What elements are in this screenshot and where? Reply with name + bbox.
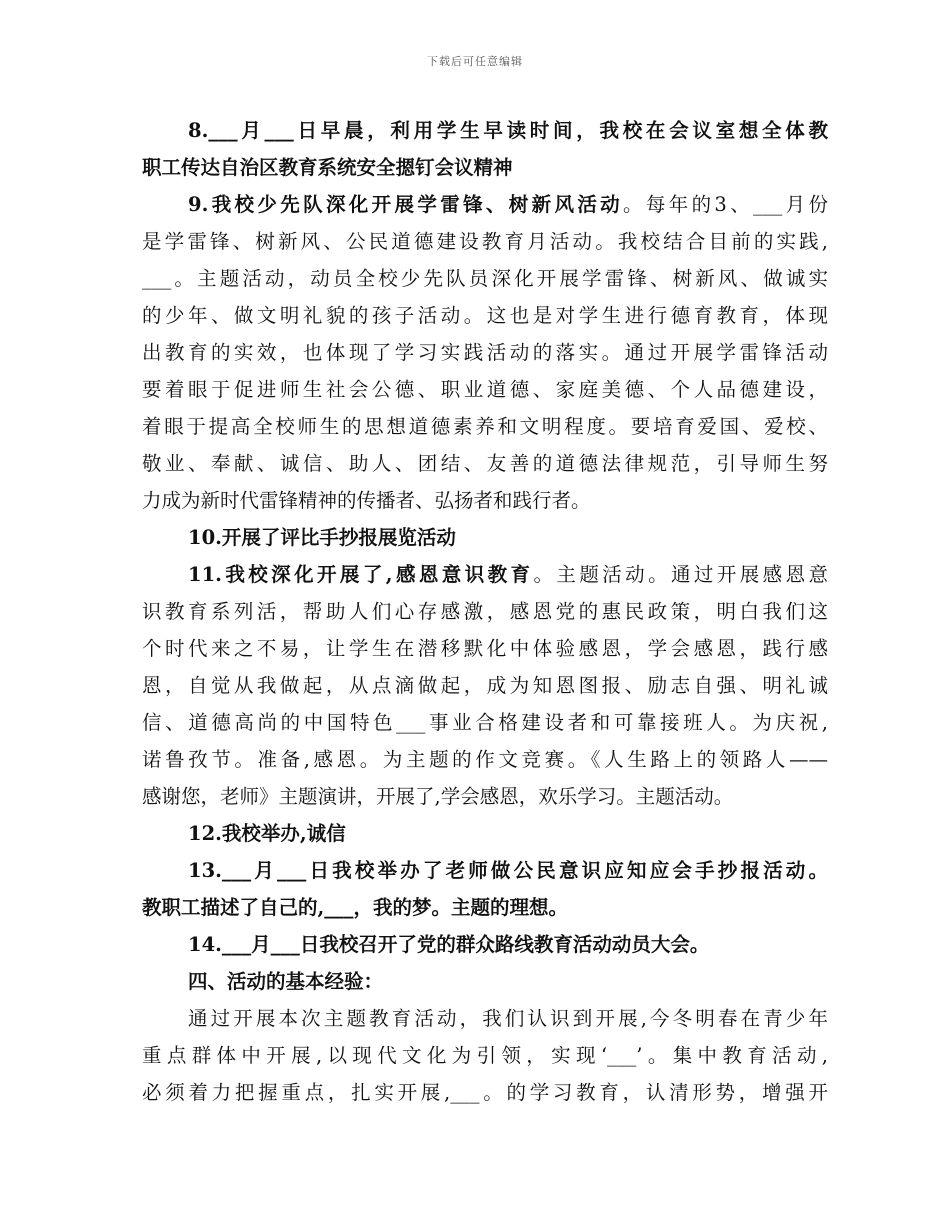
- text-line: [142, 963, 828, 1000]
- text-line: [142, 334, 828, 371]
- line-text: 。每年的3、___月份: [623, 193, 828, 216]
- text-line: [142, 593, 828, 630]
- line-text: 出教育的实效，也体现了学习实践活动的落实。通过开展学雷锋活动: [142, 341, 828, 364]
- line-text: 教职工描述了自己的,___，我的梦。主题的理想。: [142, 896, 569, 919]
- line-text: 恩，自觉从我做起，从点滴做起，成为知恩图报、励志自强、明礼诚: [142, 674, 828, 697]
- text-line: [142, 371, 828, 408]
- bold-lead: 11.我校深化开展了,感恩意识教育: [188, 563, 534, 586]
- text-line: [142, 149, 828, 186]
- line-text: 的少年、做文明礼貌的孩子活动。这也是对学生进行德育教育，体现: [142, 304, 828, 327]
- text-line: [142, 186, 828, 223]
- document-body: [142, 112, 828, 1111]
- text-line: [142, 260, 828, 297]
- line-text: 10.开展了评比手抄报展览活动: [188, 526, 456, 549]
- text-line: [142, 1074, 828, 1111]
- text-line: [142, 667, 828, 704]
- line-text: 识教育系列活，帮助人们心存感激，感恩党的惠民政策，明白我们这: [142, 600, 828, 623]
- text-line: [142, 741, 828, 778]
- line-text: 是学雷锋、树新风、公民道德建设教育月活动。我校结合目前的实践,: [142, 230, 828, 253]
- line-text: 诺鲁孜节。准备,感恩。为主题的作文竞赛。《人生路上的领路人——: [142, 748, 828, 771]
- line-text: 8.___月___日早晨，利用学生早读时间，我校在会议室想全体教: [188, 119, 828, 142]
- text-line: [142, 630, 828, 667]
- text-line: [142, 778, 828, 815]
- text-line: [142, 1037, 828, 1074]
- text-line: [142, 297, 828, 334]
- line-text: 14.___月___日我校召开了党的群众路线教育活动动员大会。: [188, 933, 710, 956]
- text-line: [142, 519, 828, 556]
- line-text: 敬业、奉献、诚信、助人、团结、友善的道德法律规范，引导师生努: [142, 452, 828, 475]
- line-text: ___。主题活动，动员全校少先队员深化开展学雷锋、树新风、做诚实: [142, 267, 828, 290]
- line-text: 职工传达自治区教育系统安全摁钉会议精神: [142, 156, 513, 179]
- text-line: [142, 815, 828, 852]
- text-line: [142, 112, 828, 149]
- line-text: 12.我校举办,诚信: [188, 822, 346, 845]
- line-text: 个时代来之不易，让学生在潜移默化中体验感恩，学会感恩，践行感: [142, 637, 828, 660]
- line-text: 着眼于提高全校师生的思想道德素养和文明程度。要培育爱国、爱校、: [142, 415, 828, 438]
- text-line: [142, 556, 828, 593]
- text-line: [142, 926, 828, 963]
- line-text: 力成为新时代雷锋精神的传播者、弘扬者和践行者。: [142, 489, 591, 512]
- text-line: [142, 223, 828, 260]
- line-text: 要着眼于促进师生社会公德、职业道德、家庭美德、个人品德建设，: [142, 378, 828, 401]
- text-line: [142, 889, 828, 926]
- line-text: 重点群体中开展,以现代文化为引领，实现‘___’。集中教育活动,: [142, 1044, 828, 1067]
- line-text: 必须着力把握重点，扎实开展,___。的学习教育，认清形势，增强开: [142, 1081, 828, 1104]
- line-text: 信、道德高尚的中国特色___事业合格建设者和可靠接班人。为庆祝,: [142, 711, 828, 734]
- text-line: [142, 445, 828, 482]
- line-text: 通过开展本次主题教育活动，我们认识到开展,今冬明春在青少年: [188, 1007, 828, 1030]
- page-header: 下载后可任意编辑: [427, 55, 523, 68]
- text-line: [142, 704, 828, 741]
- text-line: [142, 408, 828, 445]
- text-line: [142, 1000, 828, 1037]
- text-line: [142, 482, 828, 519]
- line-text: 。主题活动。通过开展感恩意: [533, 563, 828, 586]
- line-text: 13.___月___日我校举办了老师做公民意识应知应会手抄报活动。: [188, 859, 828, 882]
- bold-lead: 9.我校少先队深化开展学雷锋、树新风活动: [188, 193, 624, 216]
- text-line: [142, 852, 828, 889]
- line-text: 感谢您，老师》主题演讲，开展了,学会感恩，欢乐学习。主题活动。: [142, 785, 734, 808]
- line-text: 四、活动的基本经验：: [188, 970, 384, 993]
